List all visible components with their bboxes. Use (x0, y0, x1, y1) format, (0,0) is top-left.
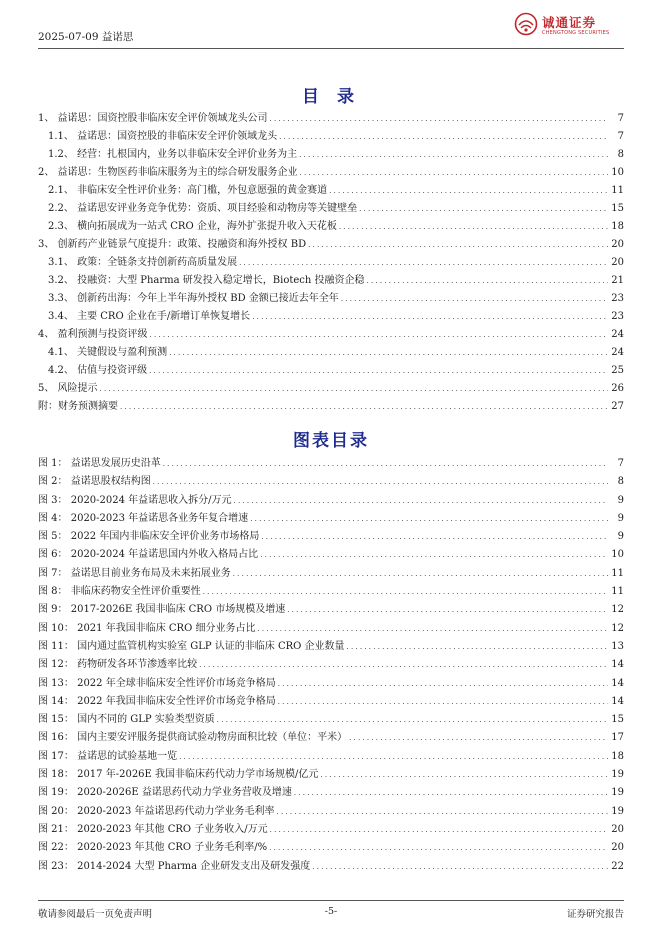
dot-leader (257, 620, 608, 638)
figure-entry-page: 19 (611, 787, 624, 799)
page-footer (38, 900, 624, 921)
figure-entry-page: 11 (611, 586, 624, 598)
figure-entry-text: 图 14： 2022 年我国非临床安全性评价市场竞争格局 (38, 695, 276, 707)
figure-entry[interactable] (38, 656, 624, 674)
toc-entry-text: 1、 益诺思：国资控股非临床安全评价领域龙头公司 (38, 113, 268, 124)
figure-entry[interactable] (38, 766, 624, 784)
toc-entry-text: 1.2、 经营：扎根国内，业务以非临床安全评价业务为主 (48, 149, 298, 160)
dot-leader (163, 455, 608, 473)
dot-leader (347, 638, 608, 656)
dot-leader (260, 546, 608, 564)
footer-page-number: -5- (324, 906, 338, 917)
dot-leader (179, 748, 608, 766)
toc-entry-text: 附：财务预测摘要 (38, 401, 118, 412)
header-date-company: 2025-07-09 益诺思 (38, 31, 134, 43)
toc-entry-page: 24 (611, 329, 624, 340)
dot-leader (320, 766, 608, 784)
figure-entry-text: 图 19： 2020-2026E 益诺思药代动力学业务营收及增速 (38, 787, 292, 799)
figure-entry-page: 19 (611, 805, 624, 817)
figure-list-title: 图表目录 (293, 431, 369, 451)
dot-leader (234, 492, 608, 510)
toc-entry[interactable] (38, 326, 624, 344)
figure-entry[interactable] (38, 638, 624, 656)
dot-leader (341, 290, 608, 308)
dot-leader (367, 272, 608, 290)
dot-leader (203, 583, 608, 601)
figure-entry-page: 17 (611, 732, 624, 744)
figure-entry[interactable] (38, 675, 624, 693)
figure-entry-text: 图 12： 药物研发各环节渗透率比较 (38, 659, 198, 671)
dot-leader (339, 218, 608, 236)
dot-leader (278, 675, 608, 693)
figure-entry-text: 图 6： 2020-2024 年益诺思国内外收入格局占比 (38, 549, 259, 561)
figure-entry-page: 20 (611, 842, 624, 854)
toc-entry[interactable] (38, 146, 624, 164)
figure-entry-text: 图 17： 益诺思的试验基地一览 (38, 750, 178, 762)
dot-leader (269, 839, 608, 857)
company-logo (514, 10, 624, 44)
toc-title: 目 录 (302, 87, 360, 107)
figure-entry[interactable] (38, 528, 624, 546)
figure-entry-page: 7 (617, 458, 624, 469)
figure-entry[interactable] (38, 693, 624, 711)
toc-entry-page: 23 (611, 311, 624, 322)
dot-leader (250, 510, 608, 528)
toc-entry[interactable] (38, 236, 624, 254)
toc-entry-page: 10 (611, 167, 624, 178)
figure-entry-text: 图 13： 2022 年全球非临床安全性评价市场竞争格局 (38, 677, 276, 689)
toc-entry-text: 3.1、 政策：全链条支持创新药高质量发展 (48, 257, 238, 268)
toc-entry-text: 4.2、 估值与投资评级 (48, 365, 148, 376)
figure-entry-page: 13 (611, 640, 624, 652)
figure-entry-page: 14 (611, 677, 624, 689)
dot-leader (239, 254, 608, 272)
toc-entry[interactable] (38, 110, 624, 128)
toc-entry-page: 11 (611, 185, 624, 196)
figure-entry[interactable] (38, 565, 624, 583)
figure-entry[interactable] (38, 492, 624, 510)
figure-entry[interactable] (38, 455, 624, 473)
figure-list (38, 455, 624, 876)
toc-entry-text: 2.2、 益诺思安评业务竞争优势：资质、项目经验和动物房等关键壁垒 (48, 203, 358, 214)
dot-leader (252, 308, 608, 326)
figure-entry-page: 14 (611, 695, 624, 707)
figure-entry-text: 图 16： 国内主要安评服务提供商试验动物房面积比较（单位：平米） (38, 732, 348, 744)
toc-entry-text: 3、 创新药产业链景气度提升：政策、投融资和海外授权 BD (38, 239, 307, 250)
toc-entry-text: 1.1、 益诺思：国资控股的非临床安全评价领域龙头 (48, 131, 278, 142)
dot-leader (199, 656, 608, 674)
figure-entry-text: 图 9： 2017-2026E 我国非临床 CRO 市场规模及增速 (38, 604, 286, 616)
figure-entry-page: 12 (611, 622, 624, 634)
figure-entry[interactable] (38, 473, 624, 491)
figure-entry-text: 图 20： 2020-2023 年益诺思药代动力学业务毛利率 (38, 805, 275, 817)
footer-disclaimer: 敬请参阅最后一页免责声明 (38, 909, 153, 920)
toc-entry-page: 26 (611, 383, 624, 394)
page-header (38, 8, 624, 49)
dot-leader (329, 182, 608, 200)
toc-entry[interactable] (38, 290, 624, 308)
toc-entry[interactable] (38, 380, 624, 398)
dot-leader (277, 803, 608, 821)
dot-leader (217, 711, 608, 729)
toc-entry-text: 2、 益诺思：生物医药非临床服务为主的综合研发服务企业 (38, 167, 298, 178)
toc-entry-page: 20 (611, 257, 624, 268)
toc-entry-text: 4、 盈利预测与投资评级 (38, 329, 148, 340)
toc-entry[interactable] (38, 218, 624, 236)
toc-entry[interactable] (38, 164, 624, 182)
toc-entry[interactable] (38, 398, 624, 416)
figure-entry-text: 图 21： 2020-2023 年其他 CRO 子业务收入/万元 (38, 823, 268, 835)
toc-entry-text: 4.1、 关键假设与盈利预测 (48, 347, 168, 358)
toc-entry-page: 25 (611, 365, 624, 376)
dot-leader (287, 601, 608, 619)
figure-entry-page: 12 (611, 604, 624, 616)
figure-entry[interactable] (38, 729, 624, 747)
toc-entry-page: 7 (617, 131, 624, 142)
figure-entry[interactable] (38, 784, 624, 802)
dot-leader (149, 362, 608, 380)
logo-text-cn: 诚通证券 (542, 15, 597, 30)
dot-leader (308, 236, 608, 254)
figure-entry-text: 图 23： 2014-2024 大型 Pharma 企业研发支出及研发强度 (38, 860, 311, 872)
dot-leader (261, 528, 608, 546)
figure-entry-text: 图 18： 2017 年-2026E 我国非临床药代动力学市场规模/亿元 (38, 769, 319, 781)
toc-list (38, 110, 624, 416)
toc-entry[interactable] (38, 308, 624, 326)
dot-leader (120, 398, 608, 416)
toc-entry-page: 7 (617, 113, 624, 124)
figure-entry-text: 图 3： 2020-2024 年益诺思收入拆分/万元 (38, 494, 232, 506)
toc-entry-text: 3.2、 投融资：大型 Pharma 研发投入稳定增长，Biotech 投融资企稳 (48, 275, 365, 286)
figure-entry[interactable] (38, 821, 624, 839)
toc-entry-page: 23 (611, 293, 624, 304)
figure-entry-page: 9 (617, 531, 624, 543)
logo-icon (514, 12, 538, 36)
dot-leader (300, 164, 608, 182)
figure-entry-text: 图 5： 2022 年国内非临床安全评价业务市场格局 (38, 531, 260, 543)
toc-entry-text: 2.3、 横向拓展成为一站式 CRO 企业，海外扩张提升收入天花板 (48, 221, 337, 232)
figure-entry-page: 8 (617, 476, 624, 488)
figure-entry[interactable] (38, 803, 624, 821)
figure-entry-page: 9 (617, 512, 624, 524)
toc-entry-page: 24 (611, 347, 624, 358)
figure-entry-text: 图 2： 益诺思股权结构图 (38, 476, 151, 488)
figure-entry-page: 22 (611, 860, 624, 872)
figure-entry-page: 9 (617, 494, 624, 506)
figure-entry-page: 10 (611, 549, 624, 561)
figure-entry-text: 图 15： 国内不同的 GLP 实验类型资质 (38, 714, 215, 726)
toc-entry[interactable] (38, 182, 624, 200)
dot-leader (270, 110, 608, 128)
toc-entry[interactable] (38, 200, 624, 218)
toc-entry-text: 3.4、 主要 CRO 企业在手/新增订单恢复增长 (48, 311, 251, 322)
figure-entry[interactable] (38, 620, 624, 638)
figure-entry[interactable] (38, 510, 624, 528)
dot-leader (169, 344, 608, 362)
dot-leader (270, 821, 608, 839)
figure-entry-page: 20 (611, 823, 624, 835)
dot-leader (150, 326, 608, 344)
toc-entry-text: 2.1、 非临床安全性评价业务：高门槛，外包意愿强的黄金赛道 (48, 185, 328, 196)
toc-entry-page: 20 (611, 239, 624, 250)
dot-leader (153, 473, 608, 491)
toc-entry[interactable] (38, 344, 624, 362)
figure-entry-page: 11 (611, 567, 624, 579)
dot-leader (294, 784, 608, 802)
dot-leader (312, 858, 608, 876)
figure-entry-page: 14 (611, 659, 624, 671)
toc-entry[interactable] (38, 254, 624, 272)
dot-leader (279, 128, 608, 146)
figure-entry-page: 19 (611, 769, 624, 781)
figure-entry-page: 18 (611, 750, 624, 762)
figure-entry-page: 15 (611, 714, 624, 726)
toc-entry-text: 3.3、 创新药出海：今年上半年海外授权 BD 金额已接近去年全年 (48, 293, 339, 304)
figure-entry[interactable] (38, 711, 624, 729)
toc-entry[interactable] (38, 362, 624, 380)
toc-entry-page: 15 (611, 203, 624, 214)
figure-entry[interactable] (38, 839, 624, 857)
figure-entry-text: 图 10： 2021 年我国非临床 CRO 细分业务占比 (38, 622, 256, 634)
figure-entry[interactable] (38, 601, 624, 619)
toc-entry-text: 5、 风险提示 (38, 383, 98, 394)
figure-entry-text: 图 8： 非临床药物安全性评价重要性 (38, 586, 201, 598)
figure-entry[interactable] (38, 748, 624, 766)
figure-entry[interactable] (38, 583, 624, 601)
footer-report-type: 证券研究报告 (566, 909, 624, 920)
logo-text-en: CHENGTONG SECURITIES (542, 30, 610, 36)
dot-leader (299, 146, 608, 164)
toc-entry-page: 27 (611, 401, 624, 412)
figure-entry[interactable] (38, 858, 624, 876)
figure-entry-text: 图 1： 益诺思发展历史沿革 (38, 458, 161, 469)
figure-entry-text: 图 22： 2020-2023 年其他 CRO 子业务毛利率/% (38, 842, 268, 854)
toc-entry-page: 8 (617, 149, 624, 160)
dot-leader (100, 380, 608, 398)
dot-leader (359, 200, 608, 218)
figure-entry-text: 图 4： 2020-2023 年益诺思各业务年复合增速 (38, 512, 249, 524)
dot-leader (278, 693, 608, 711)
toc-entry[interactable] (38, 272, 624, 290)
figure-entry[interactable] (38, 546, 624, 564)
figure-entry-text: 图 7： 益诺思目前业务布局及未来拓展业务 (38, 567, 231, 579)
figure-entry-text: 图 11： 国内通过监管机构实验室 GLP 认证的非临床 CRO 企业数量 (38, 640, 345, 652)
toc-entry-page: 21 (611, 275, 624, 286)
toc-entry[interactable] (38, 128, 624, 146)
toc-entry-page: 18 (611, 221, 624, 232)
dot-leader (349, 729, 608, 747)
dot-leader (233, 565, 608, 583)
